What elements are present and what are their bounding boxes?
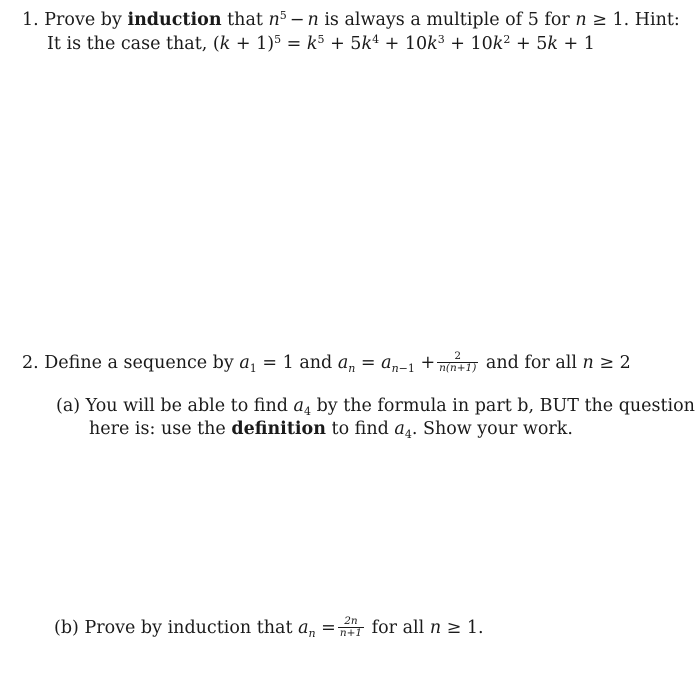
problem-2b-fraction <box>338 616 364 639</box>
problem-1-condition: n ≥ 1 <box>575 10 624 30</box>
problem-2-initial: $a_1 = 1$ <box>239 353 294 375</box>
problem-2b-fraction-denominator: n+1 <box>339 627 363 639</box>
problem-2-text: Define a sequence by <box>44 353 234 373</box>
problem-2a-term: $a_4$ <box>394 419 412 441</box>
problem-2-line <box>22 352 631 375</box>
problem-2a-text: here is: use the <box>89 419 226 439</box>
problem-2a-text: by the formula in part b, BUT the question <box>316 396 695 416</box>
problem-2-number: 2. <box>22 353 39 373</box>
problem-1-text: is always a multiple of 5 for <box>324 10 570 30</box>
problem-1-expression: $n^5 - n$ <box>268 9 319 30</box>
problem-2b-condition: n ≥ 1. <box>429 618 484 638</box>
problem-2a-term: $a_4$ <box>293 396 311 418</box>
problem-2-fraction <box>437 351 478 374</box>
problem-1-hint-formula: $(k + 1)^5 = k^5 + 5k^4 + 10k^3 + 10k^2 + 5k + 1$ <box>212 33 595 54</box>
problem-2-condition: n ≥ 2 <box>582 353 631 373</box>
problem-2a-bold-definition: definition <box>231 419 326 439</box>
problem-1-line-2 <box>47 33 595 55</box>
problem-2a-label: (a) <box>56 396 81 416</box>
problem-2b-formula: $a_n$ = <box>298 618 336 640</box>
problem-2-recurrence: $a_n = a_{n-1}$ + <box>337 353 436 375</box>
problem-1-text: that <box>227 10 263 30</box>
problem-2a-text: . Show your work. <box>411 419 573 439</box>
problem-2b-line <box>54 617 484 640</box>
problem-2a-line-1 <box>56 395 695 417</box>
problem-1-bold-induction: induction <box>127 10 222 30</box>
problem-2a-text: to find <box>331 419 389 439</box>
problem-2-text: and <box>299 353 333 373</box>
problem-2b-text: Prove by induction that <box>84 618 293 638</box>
problem-2a-text: You will be able to find <box>85 396 288 416</box>
problem-1-line-1 <box>22 9 680 31</box>
problem-2b-text: for all <box>371 618 425 638</box>
problem-2-text: and for all <box>485 353 577 373</box>
problem-2b-fraction-numerator: 2n <box>338 616 364 628</box>
problem-2-fraction-numerator: 2 <box>437 351 478 363</box>
problem-2b-label: (b) <box>54 618 79 638</box>
problem-1-text: Prove by <box>44 10 122 30</box>
problem-1-hint-label: . Hint: <box>623 10 680 30</box>
problem-2-fraction-denominator: n(n+1) <box>439 362 477 374</box>
problem-1-hint-text: It is the case that, <box>47 34 208 54</box>
problem-2a-line-2 <box>89 418 573 440</box>
problem-1-number: 1. <box>22 10 39 30</box>
